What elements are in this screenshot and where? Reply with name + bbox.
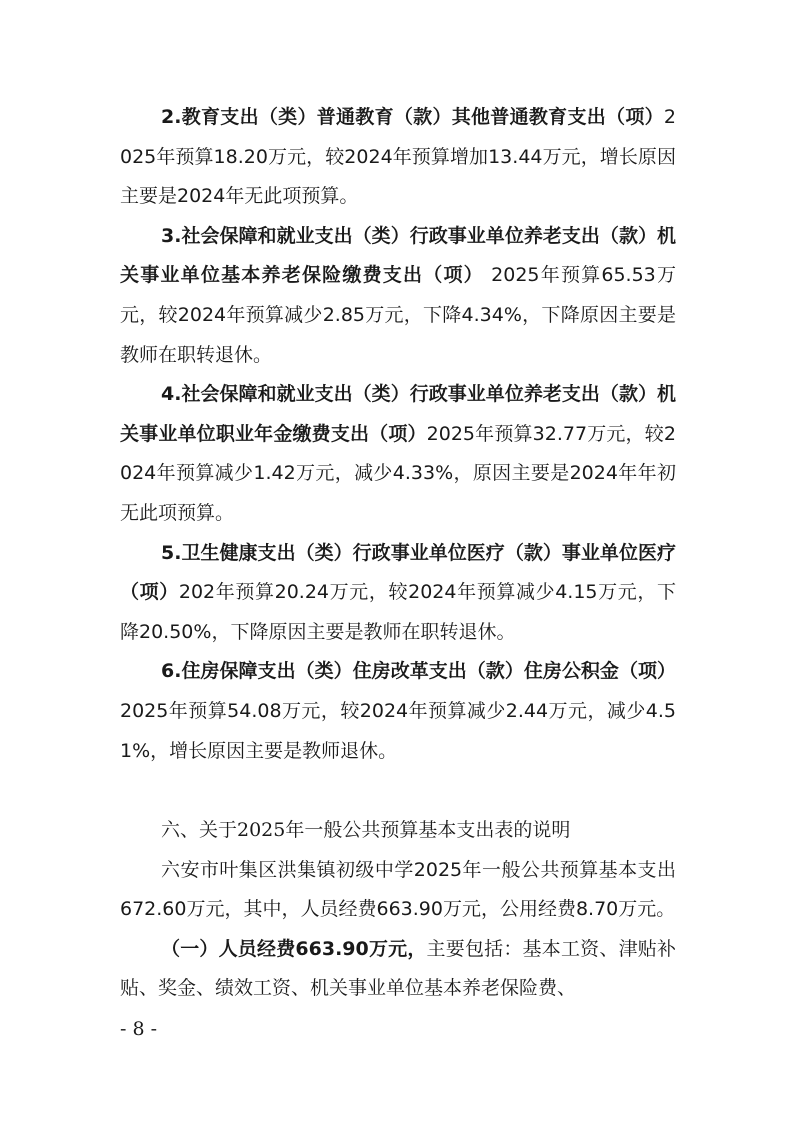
paragraph-occupational-annuity — [120, 375, 676, 533]
paragraph-medical — [120, 534, 676, 653]
page-number: - 8 - — [120, 1018, 158, 1040]
section-intro: 六安市叶集区洪集镇初级中学2025年一般公共预算基本支出672.60万元，其中，人员经费663.90万元，公用经费8.70万元。 — [120, 858, 676, 921]
paragraph-title: 2.教育支出（类）普通教育（款）其他普通教育支出（项） — [161, 106, 664, 128]
paragraph-title: 5.卫生健康支出（类）行政事业单位医疗（款）事业单位医疗（项） — [120, 541, 676, 604]
paragraph-body: 202年预算20.24万元，较2024年预算减少4.15万元，下降20.50%，下降原因主要是教师在职转退休。 — [120, 581, 676, 643]
paragraph-title: （一）人员经费663.90万元， — [161, 937, 427, 960]
paragraph-title: 4.社会保障和就业支出（类）行政事业单位养老支出（款）机关事业单位职业年金缴费支出（项） — [120, 383, 676, 445]
paragraph-body: 2025年预算65.53万元，较2024年预算减少2.85万元，下降4.34%，下降原因主要是教师在职转退休。 — [120, 264, 676, 366]
paragraph-title: 3.社会保障和就业支出（类）行政事业单位养老支出（款）机关事业单位基本养老保险缴费支出（项） — [120, 224, 676, 287]
paragraph-housing — [120, 652, 676, 771]
paragraph-body: 2025年预算18.20万元，较2024年预算增加13.44万元，增长原因主要是2024年无此项预算。 — [120, 106, 676, 208]
paragraph-body: 2025年预算32.77万元，较2024年预算减少1.42万元，减少4.33%，原因主要是2024年年初无此项预算。 — [120, 422, 676, 524]
paragraph-pension — [120, 217, 676, 375]
paragraph-education — [120, 98, 676, 217]
section-spacer — [120, 771, 676, 811]
paragraph-body: 2025年预算54.08万元，较2024年预算减少2.44万元，减少4.51%，增长原因主要是教师退休。 — [120, 699, 676, 762]
page-content — [120, 98, 676, 1009]
paragraph-personnel-expenses — [120, 930, 676, 1009]
section-heading: 六、关于2025年一般公共预算基本支出表的说明 — [161, 819, 571, 842]
paragraph-title: 6.住房保障支出（类）住房改革支出（款）住房公积金（项） — [161, 660, 676, 683]
paragraph-body: 主要包括：基本工资、津贴补贴、奖金、绩效工资、机关事业单位基本养老保险费、 — [120, 937, 676, 1000]
